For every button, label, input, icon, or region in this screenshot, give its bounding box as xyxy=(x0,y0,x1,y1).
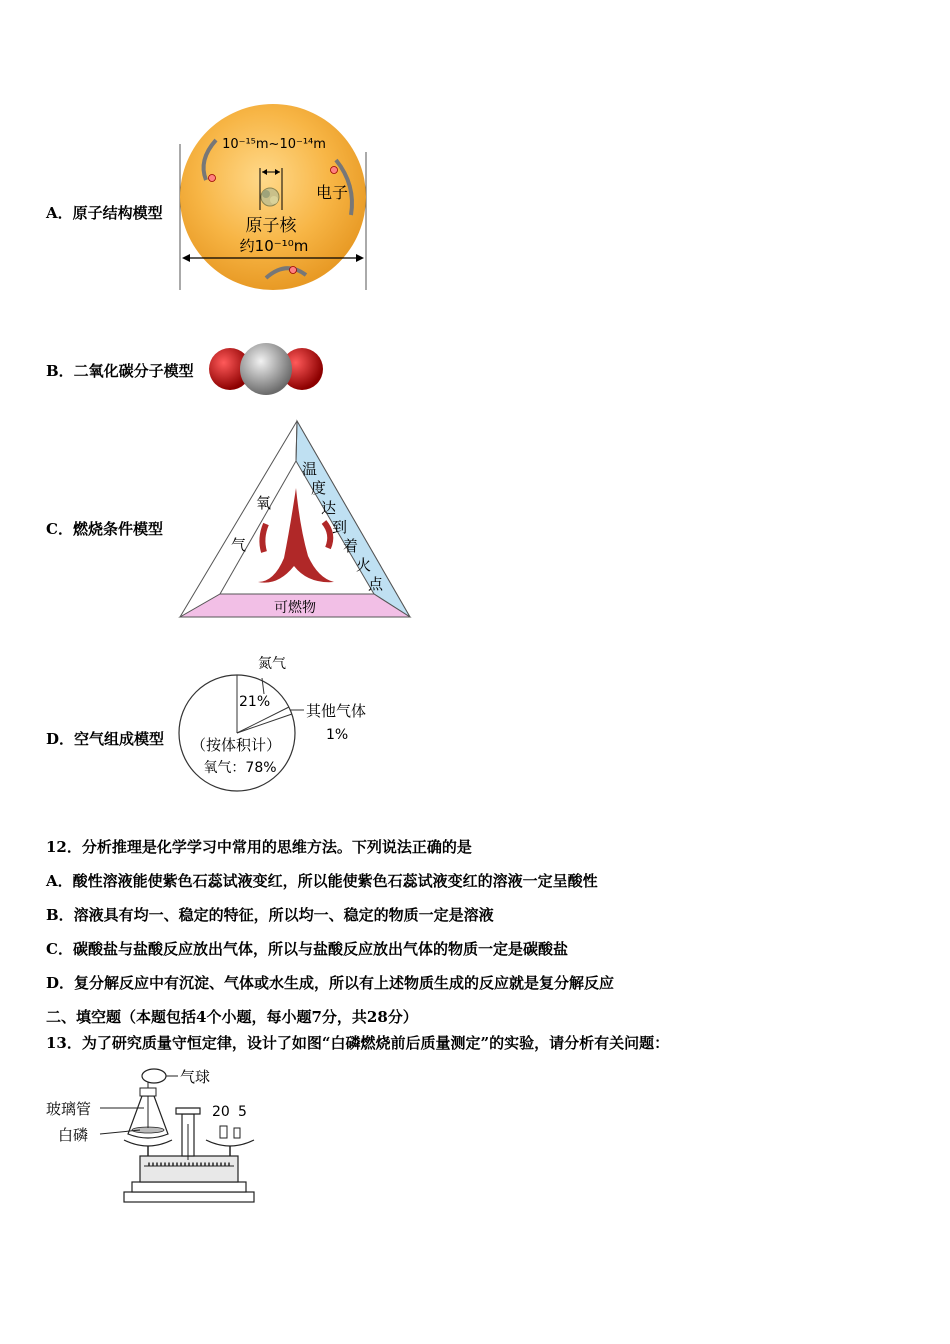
carbon-atom xyxy=(240,343,292,395)
q12-option-b: B．溶液具有均一、稳定的特征，所以均一、稳定的物质一定是溶液 xyxy=(46,906,494,924)
flask-stopper xyxy=(140,1088,156,1096)
fire-triangle-figure xyxy=(176,418,414,622)
electron-dot-2 xyxy=(331,167,338,174)
other-gas-label: 其他气体 xyxy=(306,702,367,720)
option-b-label: B．二氧化碳分子模型 xyxy=(46,362,194,380)
q12-option-a: A．酸性溶液能使紫色石蕊试液变红，所以能使紫色石蕊试液变红的溶液一定呈酸性 xyxy=(46,872,598,890)
temp-char-2: 度 xyxy=(311,479,327,497)
balloon-icon xyxy=(142,1069,166,1083)
glass-tube-label: 玻璃管 xyxy=(46,1100,92,1118)
pct-21-label: 21% xyxy=(239,694,271,710)
temp-char-5: 着 xyxy=(343,537,359,555)
oxygen-char-2: 气 xyxy=(231,536,247,554)
q13-stem: 13．为了研究质量守恒定律，设计了如图“白磷燃烧前后质量测定”的实验，请分析有关问题： xyxy=(46,1034,670,1052)
q12-option-c: C．碳酸盐与盐酸反应放出气体，所以与盐酸反应放出气体的物质一定是碳酸盐 xyxy=(46,940,568,958)
option-c-label: C．燃烧条件模型 xyxy=(46,520,163,538)
weight-5-block xyxy=(234,1128,240,1138)
nucleus-scale-label: 10⁻¹⁵m~10⁻¹⁴m xyxy=(222,137,326,152)
electron-label: 电子 xyxy=(316,183,349,202)
q12-option-d: D．复分解反应中有沉淀、气体或水生成，所以有上述物质生成的反应就是复分解反应 xyxy=(46,974,615,992)
white-p-label: 白磷 xyxy=(58,1126,89,1144)
balloon-label: 气球 xyxy=(180,1068,211,1086)
by-volume-label: （按体积计） xyxy=(190,736,282,754)
atom-structure-figure xyxy=(176,100,376,300)
temp-char-6: 火 xyxy=(356,556,372,574)
electron-dot-3 xyxy=(290,267,297,274)
electron-dot-1 xyxy=(209,175,216,182)
air-composition-figure xyxy=(176,650,376,796)
weight-5-label: 5 xyxy=(238,1104,247,1120)
nucleus-label: 原子核 xyxy=(245,216,297,236)
balance-base-top xyxy=(132,1182,246,1192)
gas-top-label: 氮气 xyxy=(258,656,286,672)
temp-char-4: 到 xyxy=(332,518,348,536)
balance-experiment-figure xyxy=(44,1064,264,1206)
fire-stroke-left xyxy=(262,524,266,552)
weight-20-label: 20 xyxy=(212,1104,230,1120)
nucleus-part-2 xyxy=(270,196,278,204)
co2-molecule-figure xyxy=(208,338,324,400)
temp-char-7: 点 xyxy=(368,575,384,593)
weight-20-block xyxy=(220,1126,227,1138)
left-pan xyxy=(124,1140,172,1146)
balance-body xyxy=(140,1156,238,1182)
atom-size-label: 约10⁻¹⁰m xyxy=(239,237,309,255)
oxygen-78-label: 氧气：78% xyxy=(203,760,277,776)
q12-stem: 12．分析推理是化学学习中常用的思维方法。下列说法正确的是 xyxy=(46,838,472,856)
balance-base-bottom xyxy=(124,1192,254,1202)
temp-char-3: 达 xyxy=(321,499,337,517)
balance-pillar-cap xyxy=(176,1108,200,1114)
section-2-title: 二、填空题（本题包括4个小题，每小题7分，共28分） xyxy=(46,1008,418,1026)
oxygen-char-1: 氧 xyxy=(256,494,272,512)
fuel-label: 可燃物 xyxy=(274,600,316,616)
right-pan xyxy=(206,1140,254,1146)
option-d-label: D．空气组成模型 xyxy=(46,730,165,748)
option-a-label: A．原子结构模型 xyxy=(46,204,163,222)
pct-1-label: 1% xyxy=(326,727,349,743)
temp-char-1: 温 xyxy=(302,460,318,478)
nucleus-part-1 xyxy=(262,190,270,198)
